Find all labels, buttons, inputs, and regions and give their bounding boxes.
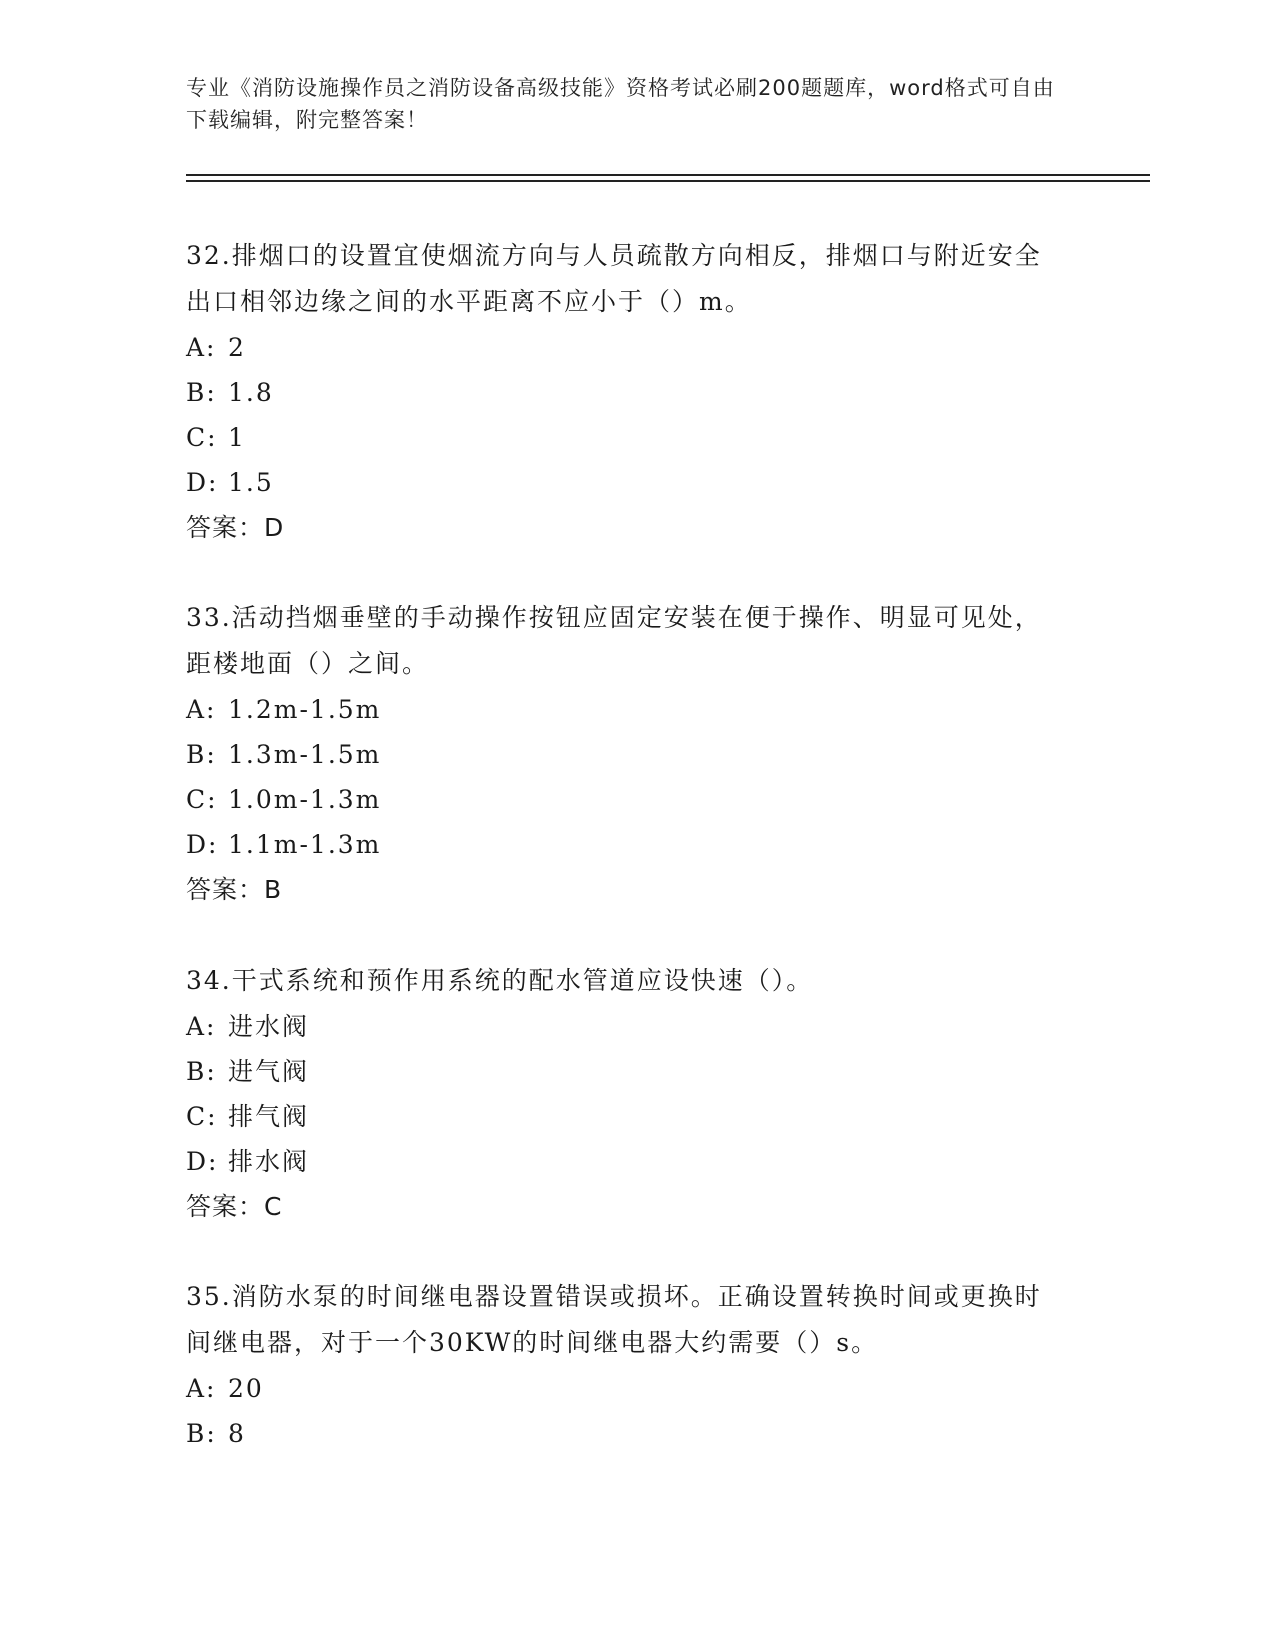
option-key: A: (186, 333, 217, 362)
option-d (186, 460, 1066, 505)
option-a (186, 1004, 1066, 1049)
option-key: B: (186, 740, 217, 769)
question-stem: 35.消防水泵的时间继电器设置错误或损坏。正确设置转换时间或更换时间继电器，对于一个30KW的时间继电器大约需要（）s。 (186, 1282, 1042, 1357)
question-33 (186, 595, 1066, 912)
option-c (186, 777, 1066, 822)
option-key: A: (186, 1374, 217, 1403)
option-a (186, 1366, 1066, 1411)
option-c (186, 415, 1066, 460)
option-text: 1.5 (228, 468, 274, 497)
question-34 (186, 958, 1066, 1229)
option-d (186, 822, 1066, 867)
option-text: 8 (228, 1419, 246, 1448)
option-b (186, 1049, 1066, 1094)
answer-line: 答案：B (186, 875, 283, 904)
header-divider-bottom (186, 180, 1150, 182)
option-a (186, 325, 1066, 370)
option-text: 进水阀 (228, 1012, 310, 1041)
option-key: D: (186, 830, 219, 859)
question-stem: 33.活动挡烟垂壁的手动操作按钮应固定安装在便于操作、明显可见处，距楼地面（）之间。 (186, 603, 1042, 678)
option-text: 1.3m-1.5m (228, 740, 382, 769)
option-text: 排气阀 (228, 1102, 310, 1131)
option-text: 1 (228, 423, 246, 452)
option-text: 进气阀 (228, 1057, 310, 1086)
question-stem: 34.干式系统和预作用系统的配水管道应设快速（）。 (186, 966, 814, 995)
option-c (186, 1094, 1066, 1139)
option-a (186, 687, 1066, 732)
option-b (186, 370, 1066, 415)
option-text: 20 (228, 1374, 264, 1403)
option-text: 1.2m-1.5m (228, 695, 382, 724)
answer-line: 答案：D (186, 513, 285, 542)
option-key: B: (186, 1419, 217, 1448)
option-b (186, 732, 1066, 777)
option-text: 1.1m-1.3m (228, 830, 382, 859)
option-text: 排水阀 (228, 1147, 310, 1176)
option-d (186, 1139, 1066, 1184)
option-key: A: (186, 1012, 217, 1041)
option-key: B: (186, 378, 217, 407)
option-key: A: (186, 695, 217, 724)
option-key: C: (186, 1102, 218, 1131)
header-divider-top (186, 174, 1150, 176)
option-text: 1.0m-1.3m (228, 785, 382, 814)
option-text: 2 (228, 333, 246, 362)
answer-line: 答案：C (186, 1192, 283, 1221)
option-key: D: (186, 1147, 219, 1176)
question-stem: 32.排烟口的设置宜使烟流方向与人员疏散方向相反，排烟口与附近安全出口相邻边缘之间的水平距离不应小于（）m。 (186, 241, 1042, 316)
option-key: D: (186, 468, 219, 497)
question-35 (186, 1274, 1066, 1456)
option-key: C: (186, 785, 218, 814)
option-key: C: (186, 423, 218, 452)
option-text: 1.8 (228, 378, 274, 407)
option-key: B: (186, 1057, 217, 1086)
question-32 (186, 233, 1066, 550)
option-b (186, 1411, 1066, 1456)
document-header: 专业《消防设施操作员之消防设备高级技能》资格考试必刷200题题库，word格式可自由下载编辑，附完整答案！ (186, 76, 1055, 132)
